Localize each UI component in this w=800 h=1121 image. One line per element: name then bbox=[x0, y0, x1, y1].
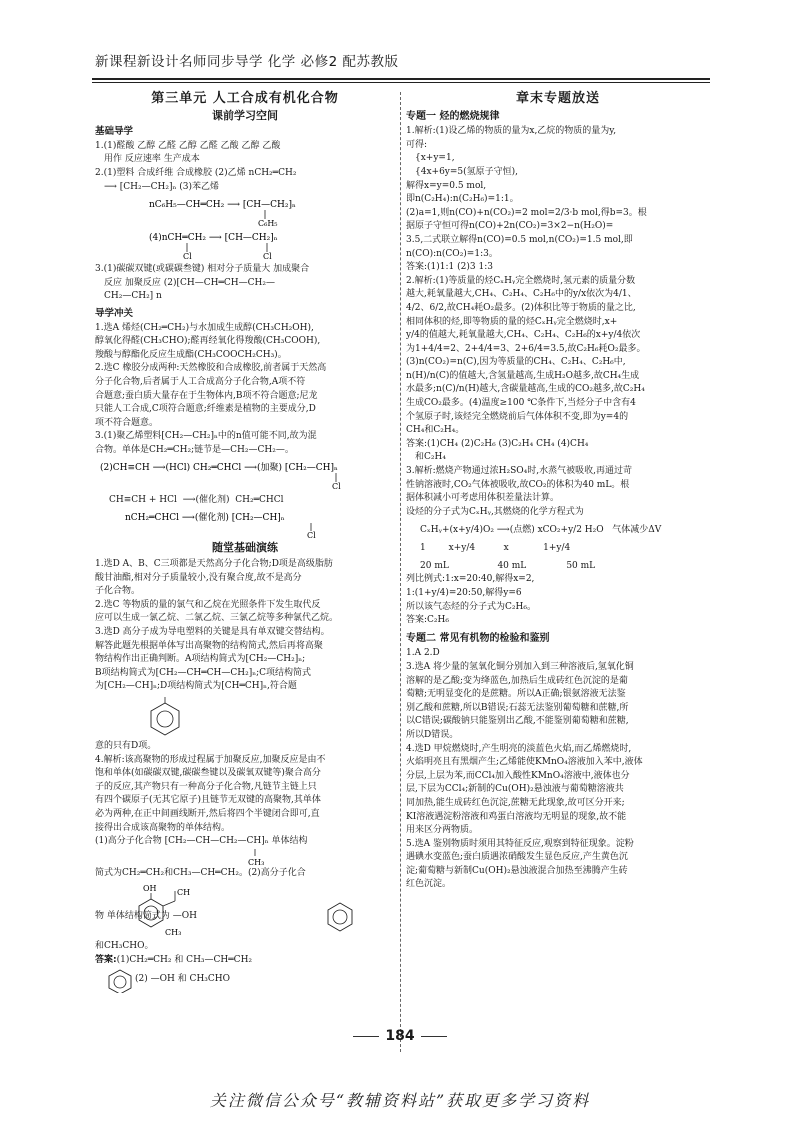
answer-label: 答案: bbox=[95, 954, 117, 965]
section-subtitle: 随堂基础演练 bbox=[212, 541, 278, 555]
svg-text:CH: CH bbox=[177, 888, 191, 898]
text-line: CH₂—CH₂] n bbox=[104, 291, 162, 302]
text-line: 3.解析:燃烧产物通过浓H₂SO₄时,水蒸气被吸收,再通过苛 bbox=[406, 466, 632, 477]
topic1-block bbox=[406, 125, 710, 628]
topic-heading: 专题一 烃的燃烧规律 bbox=[406, 110, 500, 122]
text-line: 只能人工合成,C项符合题意;纤维素是植物的主要成分,D bbox=[95, 404, 316, 415]
pvc-polymer-structure bbox=[95, 510, 395, 538]
text-line: 有四个碳原子(无其它原子)且链节无双键的高聚物,其单体 bbox=[95, 795, 321, 806]
header-rule bbox=[92, 78, 710, 80]
combustion-row: 20 mL 40 mL 50 mL bbox=[420, 561, 596, 572]
text-line: {x+y=1, bbox=[415, 153, 455, 164]
text-line: 饱和单体(如碳碳双键,碳碳叁键以及碳氧双键等)聚合高分 bbox=[95, 768, 321, 779]
answer-line: 答案:(1)1:1 (2)3 1:3 bbox=[406, 262, 493, 273]
text-line: 个氢原子时,该烃完全燃烧前后气体体积不变,即为y=4的 bbox=[406, 411, 629, 422]
answer-text: (2) —OH 和 CH₃CHO bbox=[135, 974, 231, 985]
text-line: 火焰明亮且有黑烟产生;乙烯能使KMnO₄溶液加入苯中,液体 bbox=[406, 757, 643, 768]
benzene-figure bbox=[95, 697, 395, 737]
answer-line: 和C₂H₄ bbox=[415, 452, 446, 463]
text-line: (2)a=1,则n(CO)+n(CO₂)=2 mol=2/3·b mol,得b=3。根 bbox=[406, 207, 647, 218]
text-line: 用作 反应速率 生产成本 bbox=[104, 154, 200, 165]
text-line: 即n(C₂H₄):n(C₂H₆)=1:1。 bbox=[406, 194, 519, 205]
text-line: 3.(1)聚乙烯塑料[CH₂—CH₂]ₙ中的n值可能不同,故为混 bbox=[95, 431, 317, 442]
section-subtitle: 课前学习空间 bbox=[212, 108, 278, 122]
text-line: 所以该气态烃的分子式为C₂H₆。 bbox=[406, 601, 536, 612]
text-line: n(CO):n(CO₂)=1:3。 bbox=[406, 248, 498, 259]
phenol-ring-icon bbox=[105, 967, 135, 993]
text-line: 1.A 2.D bbox=[406, 648, 440, 659]
text-line: 所以D错误。 bbox=[406, 729, 459, 740]
text-line: 1.选A 烯烃(CH₂═CH₂)与水加成生成醇(CH₃CH₂OH), bbox=[95, 322, 314, 333]
footer-watermark: 关注微信公众号“教辅资料站”获取更多学习资料 bbox=[209, 1091, 591, 1110]
combustion-row: 1 x+y/4 x 1+y/4 bbox=[420, 543, 571, 554]
answer-block bbox=[95, 954, 395, 968]
text-line: 4.选D 甲烷燃烧时,产生明亮的淡蓝色火焰,而乙烯燃烧时, bbox=[406, 743, 632, 754]
text-line: 1:(1+y/4)=20:50,解得y=6 bbox=[406, 588, 522, 598]
chlorine-label: Cl bbox=[263, 252, 272, 261]
text-line: 3.5,二式联立解得n(CO)=0.5 mol,n(CO₂)=1.5 mol,即 bbox=[406, 234, 633, 245]
section-heading: 导学冲关 bbox=[95, 307, 134, 319]
text-line: 1.(1)醛酸 乙醇 乙醛 乙醇 乙醛 乙酸 乙醇 乙酸 bbox=[95, 140, 281, 151]
phenol-ring-icon bbox=[328, 903, 352, 931]
header-rule-thin bbox=[92, 82, 710, 83]
styrene-structure bbox=[95, 197, 395, 227]
text-line: 生成CO₂最多。(4)温度≥100 ℃条件下,当烃分子中含有4 bbox=[406, 398, 636, 409]
pvc-route-diagram bbox=[100, 460, 390, 490]
text-line: 合题意;蚕白质大量存在于生物体内,B项不符合题意;尼龙 bbox=[95, 390, 318, 401]
chlorine-label: Cl bbox=[332, 482, 341, 491]
page-number bbox=[0, 1028, 800, 1044]
text-line: 水最多;n(C)/n(H)越大,含碳量越高,生成的CO₂越多,故C₂H₄ bbox=[406, 384, 645, 395]
text-line: y/4的值越大,耗氧量越大,CH₄、C₂H₄、C₂H₆的x+y/4依次 bbox=[406, 330, 641, 341]
text-line: B项结构简式为[CH₂—CH═CH—CH₂]ₙ;C项结构简式 bbox=[95, 667, 312, 678]
right-column bbox=[406, 90, 710, 892]
section-heading: 基础导学 bbox=[95, 126, 134, 138]
text-line: 3.选A 将少量的氢氧化铜分别加入到三种溶液后,氢氧化铜 bbox=[406, 661, 634, 672]
text-line: 4/2、6/2,故CH₄耗O₂最多。(2)体积比等于物质的量之比, bbox=[406, 302, 636, 313]
text-line: CH₄和C₂H₄。 bbox=[406, 425, 465, 436]
unit-title: 第三单元 人工合成有机化合物 bbox=[151, 91, 339, 106]
topic-heading: 专题二 常见有机物的检验和鉴别 bbox=[406, 632, 550, 644]
text-line: 简式为CH₂═CH₂和CH₃—CH═CH₂。(2)高分子化合 bbox=[95, 867, 306, 878]
equation-1: CH≡CH + HCl ⟶(催化剂) CH₂═CHCl bbox=[109, 495, 284, 506]
polymer-4-equation: (4)nCH═CH₂ ⟶ [CH—CH₂]ₙ bbox=[149, 233, 278, 244]
equation-2: nCH₂═CHCl ⟶(催化剂) [CH₂—CH]ₙ bbox=[125, 513, 285, 524]
text-line: 溶解的是乙酸;变为绛蓝色,加热后生成砖红色沉淀的是葡 bbox=[406, 675, 628, 686]
ch3-branch bbox=[95, 849, 395, 867]
left-column bbox=[95, 90, 395, 993]
benzene-ring-icon bbox=[145, 697, 185, 737]
methyl-branch-diagram bbox=[245, 849, 275, 867]
text-line: 醇氧化得醛(CH₃CHO);醛再经氧化得羧酸(CH₃COOH), bbox=[95, 336, 321, 347]
styrene-equation: nC₆H₅—CH═CH₂ ⟶ [CH—CH₂]ₙ bbox=[149, 200, 296, 211]
text-line: 分子化合物,后者属于人工合成高分子化合物,A项不符 bbox=[95, 376, 306, 387]
pvc-route-structure bbox=[95, 460, 395, 490]
page-number-text: 184 bbox=[385, 1028, 415, 1044]
guide-practice-block bbox=[95, 322, 395, 539]
text-line: 2.选C 等物质的量的氯气和乙烷在光照条件下发生取代反 bbox=[95, 599, 321, 610]
svg-text:OH: OH bbox=[143, 884, 157, 894]
answer-line-2 bbox=[95, 967, 395, 993]
text-line: 羧酸与醇酯化反应生成酯(CH₃COOCH₂CH₃)。 bbox=[95, 349, 287, 360]
text-line: 反应 加聚反应 (2)[CH—CH═CH—CH₂— bbox=[104, 277, 275, 288]
column-divider bbox=[400, 92, 401, 1052]
topic2-block bbox=[406, 647, 710, 892]
text-line: 同加热,能生成砖红色沉淀,蔗糖无此现象,故可区分开来; bbox=[406, 797, 625, 808]
text-line: 层,下层为CCl₄;新制的Cu(OH)₂悬浊液与葡萄糖溶液共 bbox=[406, 784, 624, 795]
polymer-4-structure bbox=[95, 230, 395, 260]
polymer-4-diagram bbox=[145, 230, 345, 260]
text-line: (3)n(CO₂)=n(C),因为等质量的CH₄、C₂H₄、C₂H₆中, bbox=[406, 357, 626, 368]
chapter-title: 章末专题放送 bbox=[515, 91, 600, 106]
text-line: 设烃的分子式为CₓHᵧ,其燃烧的化学方程式为 bbox=[406, 506, 584, 517]
answer-line: 答案:C₂H₆ bbox=[406, 615, 449, 626]
text-line: 子化合物。 bbox=[95, 586, 141, 597]
chlorine-label: Cl bbox=[183, 252, 192, 261]
text-line: n(H)/n(C)的值越大,含氢量越高,生成H₂O越多,故CH₄生成 bbox=[406, 370, 640, 381]
text-line: 酸甘油酯,相对分子质量较小,没有聚合度,故不是高分 bbox=[95, 572, 302, 583]
text-line: 据原子守恒可得n(CO)+2n(CO₂)=3×2−n(H₂O)= bbox=[406, 221, 614, 232]
svg-text:CH₃: CH₃ bbox=[165, 928, 182, 938]
text-line: 为[CH₂—CH]ₙ;D项结构简式为[CH═CH]ₙ,符合题 bbox=[95, 681, 297, 692]
text-line: 遇碘水变蓝色;蚕白质遇浓硝酸发生显色反应,产生黄色沉 bbox=[406, 852, 628, 863]
answer-line: 答案:(1)CH₄ (2)C₂H₆ (3)C₂H₄ CH₄ (4)CH₄ bbox=[406, 438, 589, 449]
text-line: ⟶ [CH₂—CH₂]ₙ (3)苯乙烯 bbox=[104, 181, 219, 192]
styrene-diagram bbox=[145, 197, 345, 227]
text-line: 性钠溶液时,CO₂气体被吸收,故CO₂的体积为40 mL。根 bbox=[406, 479, 630, 490]
combustion-equation: CₓHᵧ+(x+y/4)O₂ ⟶(点燃) xCO₂+y/2 H₂O 气体减少ΔV bbox=[420, 525, 662, 536]
answer-text: (1)CH₂═CH₂ 和 CH₃—CH═CH₂ bbox=[116, 954, 253, 965]
svg-text:CH₃: CH₃ bbox=[248, 857, 265, 867]
text-line: 4.解析:该高聚物的形成过程属于加聚反应,加聚反应是由不 bbox=[95, 754, 326, 765]
text-line: 接得出合成该高聚物的单体结构。 bbox=[95, 822, 231, 833]
text-line: 为1+4/4=2、2+4/4=3、2+6/4=3.5,故C₂H₆耗O₂最多。 bbox=[406, 343, 646, 354]
text-line: 萄糖;无明显变化的是蔗糖。所以A正确;银氨溶液无法鉴 bbox=[406, 689, 626, 700]
text-line: 意的只有D项。 bbox=[95, 741, 157, 751]
text-line: 越大,耗氧量越大,CH₄、C₂H₄、C₂H₆中的y/x依次为4/1、 bbox=[406, 289, 637, 300]
text-line: 3.选D 高分子成为导电塑料的关键是具有单双键交替结构。 bbox=[95, 627, 330, 638]
basic-guide-block bbox=[95, 140, 395, 304]
text-line: 合物。单体是CH₂═CH₂;链节是—CH₂—CH₂—。 bbox=[95, 444, 294, 455]
text-line: 物 单体结构简式为 —OH bbox=[95, 911, 197, 922]
text-line: 3.(1)碳碳双键(或碳碳叁键) 相对分子质量大 加成聚合 bbox=[95, 264, 310, 275]
text-line: 5.选A 鉴别物质时须用其特征反应,观察到特征现象。淀粉 bbox=[406, 838, 634, 849]
text-line: 用来区分两物质。 bbox=[406, 825, 479, 836]
text-line: 淀;葡萄糖与新制Cu(OH)₂悬浊液混合加热至沸腾产生砖 bbox=[406, 865, 628, 876]
text-line: 物结构作出正确判断。A项结构简式为[CH₂—CH₂]ₙ; bbox=[95, 654, 306, 665]
text-line: 分层,上层为苯,而CCl₄加入酸性KMnO₄溶液中,液体也分 bbox=[406, 770, 630, 781]
text-line: 2.选C 橡胶分成两种:天然橡胶和合成橡胶,前者属于天然高 bbox=[95, 363, 327, 374]
text-line: 2.解析:(1)等质量的烃CₓHᵧ完全燃烧时,氢元素的质量分数 bbox=[406, 275, 636, 286]
text-line: 1.选D A、B、C三项都是天然高分子化合物;D项是高级脂肪 bbox=[95, 559, 333, 570]
text-line: 项不符合题意。 bbox=[95, 417, 159, 428]
page-header: 新课程新设计名师同步导学 化学 必修2 配苏教版 bbox=[95, 54, 399, 70]
text-line: 2.(1)塑料 合成纤维 合成橡胶 (2)乙烯 nCH₂═CH₂ bbox=[95, 167, 297, 178]
text-line: 应可以生成一氯乙烷、二氯乙烷、三氯乙烷等多种氯代乙烷。 bbox=[95, 613, 339, 624]
text-line: 可得: bbox=[406, 139, 428, 150]
pvc-polymer-diagram bbox=[115, 510, 375, 538]
text-line: 据体积减小可考虑用体积差量法计算。 bbox=[406, 493, 560, 504]
pvc-route-equation: (2)CH≡CH ⟶(HCl) CH₂═CHCl ⟶(加聚) [CH₂—CH]ₙ bbox=[100, 463, 338, 474]
practice-block bbox=[95, 558, 395, 993]
text-line: 相同体积的烃,即等物质的量的烃CₓHᵧ完全燃烧时,x+ bbox=[406, 316, 618, 327]
text-line: 解答此题先根据单体写出高聚物的结构简式,然后再将高聚 bbox=[95, 640, 323, 651]
text-line: 别乙酸和蔗糖,所以B错误;石蕊无法鉴别葡萄糖和蔗糖,所 bbox=[406, 702, 629, 713]
text-line: (1)高分子化合物 [CH₂—CH—CH₂—CH]ₙ 单体结构 bbox=[95, 836, 308, 847]
text-line: 1.解析:(1)设乙烯的物质的量为x,乙烷的物质的量为y, bbox=[406, 126, 617, 137]
text-line: 以C错误;碳酸钠只能鉴别出乙酸,不能鉴别葡萄糖和蔗糖, bbox=[406, 716, 629, 727]
text-line: {4x+6y=5(氢原子守恒), bbox=[415, 166, 519, 177]
text-line: 解得x=y=0.5 mol, bbox=[406, 180, 487, 191]
text-line: 列比例式:1:x=20:40,解得x=2, bbox=[406, 574, 535, 585]
text-line: 子的反应,其产物只有一种高分子化合物,凡链节主链上只 bbox=[95, 781, 317, 792]
text-line: 必为两种,在正中间画线断开,然后将四个半键闭合即可,直 bbox=[95, 808, 320, 819]
text-line: 红色沉淀。 bbox=[406, 879, 452, 890]
chlorine-label: Cl bbox=[307, 531, 316, 539]
text-line: 和CH₃CHO。 bbox=[95, 940, 154, 951]
text-line: KI溶液遇淀粉溶液和鸡蛋白溶液均无明显的现象,故不能 bbox=[406, 811, 627, 822]
phenyl-label: C₆H₅ bbox=[258, 219, 278, 228]
